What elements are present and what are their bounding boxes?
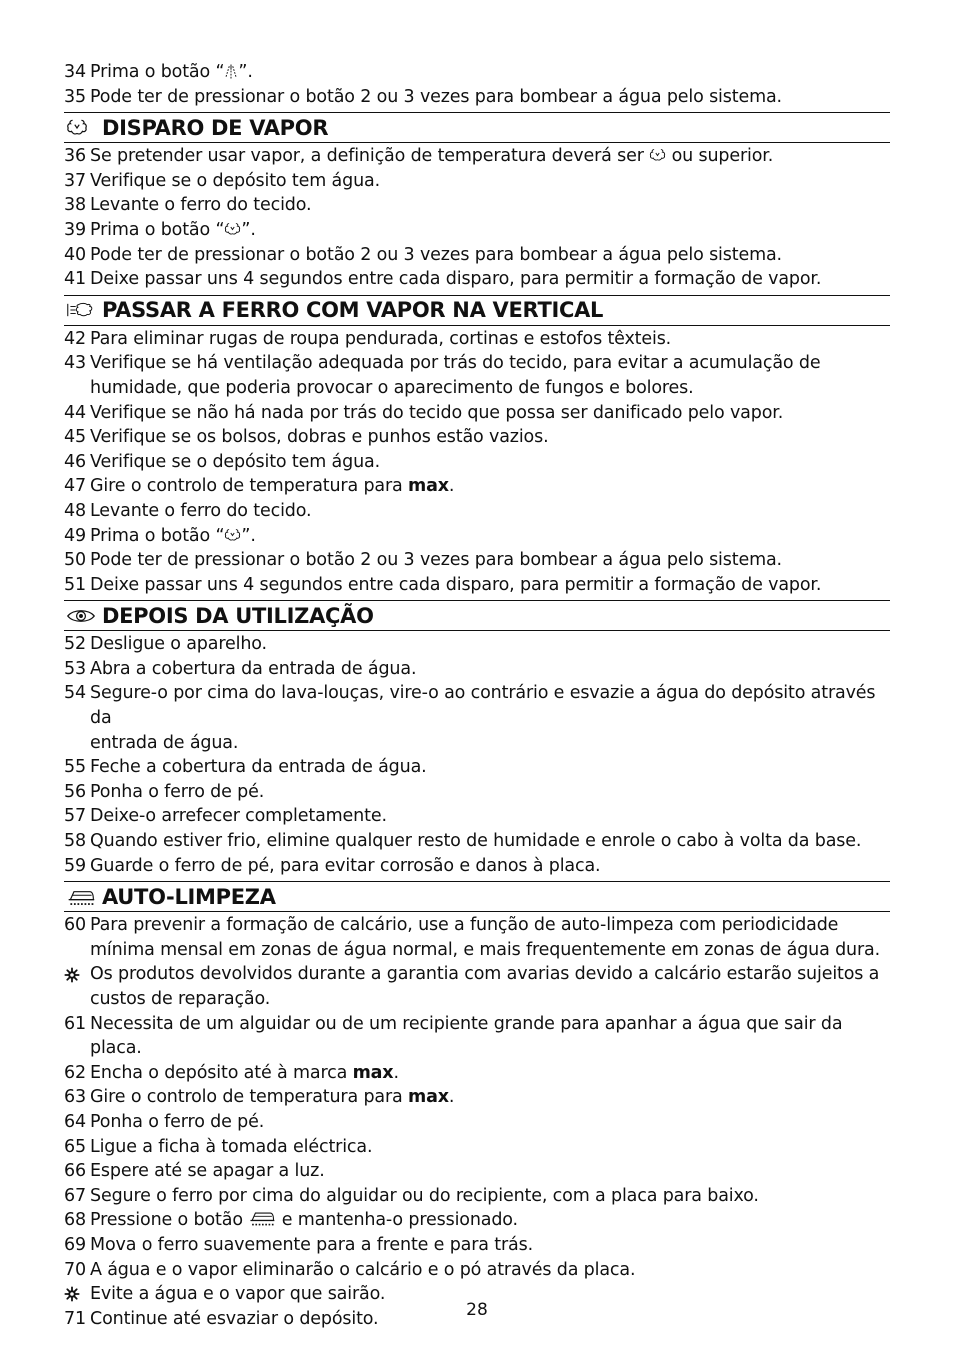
section-header-self-clean <box>64 881 890 912</box>
section-title: DISPARO DE VAPOR <box>102 115 329 140</box>
step-number: 51 <box>64 574 86 595</box>
step-text: Levante o ferro do tecido. <box>90 500 312 521</box>
page-number: 28 <box>466 1300 488 1320</box>
step-number: 56 <box>64 781 86 802</box>
warning-text: custos de reparação. <box>90 989 271 1009</box>
step-text: Verifique se o depósito tem água. <box>90 451 381 472</box>
step-number: 55 <box>64 757 86 778</box>
step-bold-text: max <box>352 1062 394 1083</box>
list-item <box>64 193 890 218</box>
step-number: 43 <box>64 353 86 374</box>
section-title: DEPOIS DA UTILIZAÇÃO <box>102 603 374 628</box>
step-text: Verifique se há ventilação adequada por trás do tecido, para evitar a acumulação de <box>90 353 821 374</box>
step-number: 42 <box>64 328 86 349</box>
list-item <box>64 524 890 549</box>
step-text: e mantenha-o pressionado. <box>276 1210 518 1231</box>
section-header-after-use <box>64 600 890 631</box>
list-item <box>64 267 890 292</box>
step-text: Feche a cobertura da entrada de água. <box>90 757 427 778</box>
vertical-steam-icon <box>66 300 96 320</box>
step-text: Segure o ferro por cima do alguidar ou do recipiente, com a placa para baixo. <box>90 1185 759 1206</box>
list-item <box>64 913 890 938</box>
list-item <box>64 1233 890 1258</box>
step-text: Verifique se o depósito tem água. <box>90 170 381 191</box>
step-number: 54 <box>64 683 86 704</box>
list-item <box>64 169 890 194</box>
step-number: 64 <box>64 1111 86 1132</box>
step-text: Necessita de um alguidar ou de um recipiente grande para apanhar a água que sair da placa. <box>90 1013 843 1059</box>
step-text: Prima o botão “ <box>90 219 225 240</box>
section-title: AUTO-LIMPEZA <box>102 884 276 909</box>
steam-shot-icon <box>224 221 241 238</box>
warning-icon <box>64 967 80 983</box>
step-text: Desligue o aparelho. <box>90 634 267 655</box>
warning-continuation <box>64 987 890 1012</box>
step-text: Ponha o ferro de pé. <box>90 1111 265 1132</box>
spray-icon <box>224 63 238 80</box>
step-text: Prima o botão “ <box>90 62 225 82</box>
list-item <box>64 632 890 657</box>
step-text: ”. <box>241 525 256 546</box>
list-item <box>64 1159 890 1184</box>
step-text: Deixe-o arrefecer completamente. <box>90 806 387 827</box>
step-number: 66 <box>64 1161 86 1182</box>
step-text: Guarde o ferro de pé, para evitar corrosão e danos à placa. <box>90 855 601 876</box>
list-item <box>64 218 890 243</box>
step-text: humidade, que poderia provocar o aparecimento de fungos e bolores. <box>90 377 694 398</box>
step-text: Segure-o por cima do lava-louças, vire-o ao contrário e esvazie a água do depósito através da <box>90 683 876 729</box>
step-text: Ligue a ficha à tomada eléctrica. <box>90 1136 373 1157</box>
step-number: 50 <box>64 550 86 571</box>
step-text: Continue até esvaziar o depósito. <box>90 1308 379 1329</box>
list-item <box>64 327 890 352</box>
step-number: 68 <box>64 1210 86 1231</box>
step-text: Pode ter de pressionar o botão 2 ou 3 vezes para bombear a água pelo sistema. <box>90 86 782 107</box>
step-text: Verifique se os bolsos, dobras e punhos estão vazios. <box>90 427 549 448</box>
manual-page <box>64 60 890 1331</box>
list-item <box>64 351 890 376</box>
list-item-continuation <box>64 938 890 963</box>
step-number: 39 <box>64 219 86 240</box>
step-text: . <box>448 1087 455 1108</box>
warning-text: Os produtos devolvidos durante a garantia com avarias devido a calcário estarão sujeitos a <box>90 964 880 985</box>
step-text: ”. <box>241 219 256 240</box>
step-text: Espere até se apagar a luz. <box>90 1161 325 1182</box>
step-text: Para eliminar rugas de roupa pendurada, cortinas e estofos têxteis. <box>90 328 672 349</box>
self-clean-icon <box>66 886 96 908</box>
list-item <box>64 1135 890 1160</box>
step-number: 65 <box>64 1136 86 1157</box>
list-item <box>64 755 890 780</box>
step-number: 60 <box>64 915 86 936</box>
step-text: Gire o controlo de temperatura para <box>90 476 409 497</box>
step-number: 59 <box>64 855 86 876</box>
list-item <box>64 1085 890 1110</box>
list-item <box>64 60 890 85</box>
step-number: 38 <box>64 195 86 216</box>
step-text: Prima o botão “ <box>90 525 225 546</box>
step-text: Se pretender usar vapor, a definição de temperatura deverá ser <box>90 146 650 167</box>
list-item-continuation <box>64 731 890 756</box>
step-number: 70 <box>64 1259 86 1280</box>
step-number: 48 <box>64 500 86 521</box>
list-item <box>64 829 890 854</box>
step-text: ou superior. <box>666 146 774 167</box>
step-number: 35 <box>64 86 86 107</box>
list-item <box>64 548 890 573</box>
step-text: . <box>448 476 455 497</box>
step-text: A água e o vapor eliminarão o calcário e o pó através da placa. <box>90 1259 636 1280</box>
warning-item <box>64 962 890 987</box>
step-bold-text: max <box>408 1087 449 1108</box>
list-item <box>64 425 890 450</box>
list-item <box>64 144 890 169</box>
step-number: 67 <box>64 1185 86 1206</box>
list-item <box>64 1061 890 1086</box>
step-number: 58 <box>64 831 86 852</box>
list-item <box>64 474 890 499</box>
steam-shot-icon <box>66 117 88 139</box>
list-item <box>64 804 890 829</box>
step-text: Levante o ferro do tecido. <box>90 195 312 216</box>
section-title: PASSAR A FERRO COM VAPOR NA VERTICAL <box>102 298 604 323</box>
step-text: Deixe passar uns 4 segundos entre cada disparo, para permitir a formação de vapor. <box>90 269 822 290</box>
step-number: 62 <box>64 1062 86 1083</box>
list-item <box>64 401 890 426</box>
step-number: 61 <box>64 1013 86 1034</box>
step-number: 71 <box>64 1308 86 1329</box>
step-text: ”. <box>238 62 253 82</box>
step-number: 37 <box>64 170 86 191</box>
step-number: 46 <box>64 451 86 472</box>
warning-text: Evite a água e o vapor que sairão. <box>90 1284 386 1305</box>
step-text: Pode ter de pressionar o botão 2 ou 3 vezes para bombear a água pelo sistema. <box>90 550 782 571</box>
step-text: Mova o ferro suavemente para a frente e para trás. <box>90 1234 533 1255</box>
step-text: Quando estiver frio, elimine qualquer resto de humidade e enrole o cabo à volta da base. <box>90 831 862 852</box>
list-item <box>64 1258 890 1283</box>
step-text: Gire o controlo de temperatura para <box>90 1087 409 1108</box>
step-text: Para prevenir a formação de calcário, use a função de auto-limpeza com periodicidade <box>90 915 839 936</box>
list-item <box>64 499 890 524</box>
step-text: Deixe passar uns 4 segundos entre cada disparo, para permitir a formação de vapor. <box>90 574 822 595</box>
step-text: Pressione o botão <box>90 1210 249 1231</box>
step-text: Abra a cobertura da entrada de água. <box>90 658 417 679</box>
step-number: 40 <box>64 244 86 265</box>
step-number: 45 <box>64 427 86 448</box>
step-number: 53 <box>64 658 86 679</box>
steam-shot-icon <box>224 527 241 544</box>
step-number: 36 <box>64 146 86 167</box>
list-item <box>64 780 890 805</box>
list-item <box>64 243 890 268</box>
list-item <box>64 657 890 682</box>
step-number: 44 <box>64 402 86 423</box>
list-item <box>64 854 890 879</box>
section-header-steam-shot <box>64 112 890 143</box>
step-text: mínima mensal em zonas de água normal, e mais frequentemente em zonas de água dura. <box>90 939 881 960</box>
step-number: 47 <box>64 476 86 497</box>
list-item <box>64 1110 890 1135</box>
list-item <box>64 681 890 730</box>
list-item-continuation <box>64 376 890 401</box>
steam-shot-icon <box>649 147 666 164</box>
list-item <box>64 1184 890 1209</box>
self-clean-icon <box>248 1208 276 1228</box>
step-number: 34 <box>64 62 86 82</box>
step-text: Ponha o ferro de pé. <box>90 781 265 802</box>
list-item <box>64 1208 890 1233</box>
step-bold-text: max <box>408 476 449 497</box>
list-item <box>64 1012 890 1061</box>
step-text: . <box>393 1062 399 1083</box>
list-item <box>64 85 890 110</box>
step-number: 63 <box>64 1087 86 1108</box>
step-number: 41 <box>64 269 86 290</box>
step-text: Pode ter de pressionar o botão 2 ou 3 vezes para bombear a água pelo sistema. <box>90 244 782 265</box>
list-item <box>64 450 890 475</box>
step-text: entrada de água. <box>90 732 239 753</box>
step-number: 57 <box>64 806 86 827</box>
step-number: 69 <box>64 1234 86 1255</box>
step-text: Encha o depósito até à marca <box>90 1062 353 1083</box>
step-number: 52 <box>64 634 86 655</box>
list-item <box>64 573 890 598</box>
step-text: Verifique se não há nada por trás do tecido que possa ser danificado pelo vapor. <box>90 402 784 423</box>
eye-icon <box>66 606 96 626</box>
section-header-vertical-steam <box>64 295 890 326</box>
step-number: 49 <box>64 525 86 546</box>
